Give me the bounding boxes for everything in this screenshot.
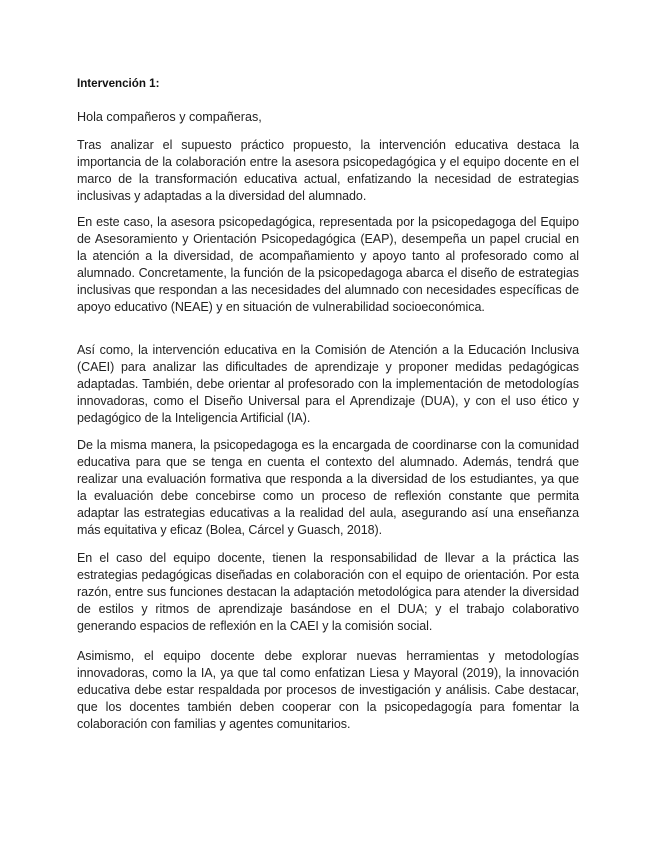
paragraph-innovation: Asimismo, el equipo docente debe explorar nuevas herramientas y metodologías innovadoras, como la IA, ya que tal como enfatizan Liesa y Mayoral (2019), la innovación educativa debe estar respaldada por procesos de investigación y análisis. Cabe destacar, que los docentes también deben cooperar con la psicopedagogía para fomentar la colaboración con familias y agentes comunitarios.: [77, 649, 579, 732]
paragraph-intro: Tras analizar el supuesto práctico propuesto, la intervención educativa destaca la importancia de la colaboración entre la asesora psicopedagógica y el equipo docente en el marco de la transformación educativa actual, enfatizando la necesidad de estrategias inclusivas y adaptadas a la diversidad del alumnado.: [77, 138, 579, 204]
paragraph-teaching-team: En el caso del equipo docente, tienen la responsabilidad de llevar a la práctica las estrategias pedagógicas diseñadas en colaboración con el equipo de orientación. Por esta razón, entre sus funciones destacan la adaptación metodológica para atender la diversidad de estilos y ritmos de aprendizaje basándose en el DUA; y el trabajo colaborativo generando espacios de reflexión en la CAEI y la comisión social.: [77, 551, 579, 634]
paragraph-caei: Así como, la intervención educativa en la Comisión de Atención a la Educación Inclusiva (CAEI) para analizar las dificultades de aprendizaje y proponer medidas pedagógicas adaptadas. También, debe orientar al profesorado con la implementación de metodologías innovadoras, como el Diseño Universal para el Aprendizaje (DUA), y con el uso ético y pedagógico de la Inteligencia Artificial (IA).: [77, 343, 579, 426]
section-heading: Intervención 1:: [77, 77, 160, 90]
paragraph-psicopedagoga-role: En este caso, la asesora psicopedagógica, representada por la psicopedagoga del Equipo de Asesoramiento y Orientación Psicopedagógica (EAP), desempeña un papel crucial en la atención a la diversidad, de acompañamiento y apoyo tanto al profesorado como al alumnado. Concretamente, la función de la psicopedagoga abarca el diseño de estrategias inclusivas que respondan a las necesidades del alumnado con necesidades específicas de apoyo educativo (NEAE) y en situación de vulnerabilidad socioeconómica.: [77, 215, 579, 315]
greeting-line: Hola compañeros y compañeras,: [77, 110, 262, 124]
paragraph-coordination: De la misma manera, la psicopedagoga es la encargada de coordinarse con la comunidad educativa para que se tenga en cuenta el contexto del alumnado. Además, tendrá que realizar una evaluación formativa que responda a la diversidad de los estudiantes, ya que la evaluación debe concebirse como un proceso de reflexión constante que permita adaptar las estrategias educativas a la realidad del aula, asegurando así una enseñanza más equitativa y eficaz (Bolea, Cárcel y Guasch, 2018).: [77, 438, 579, 538]
